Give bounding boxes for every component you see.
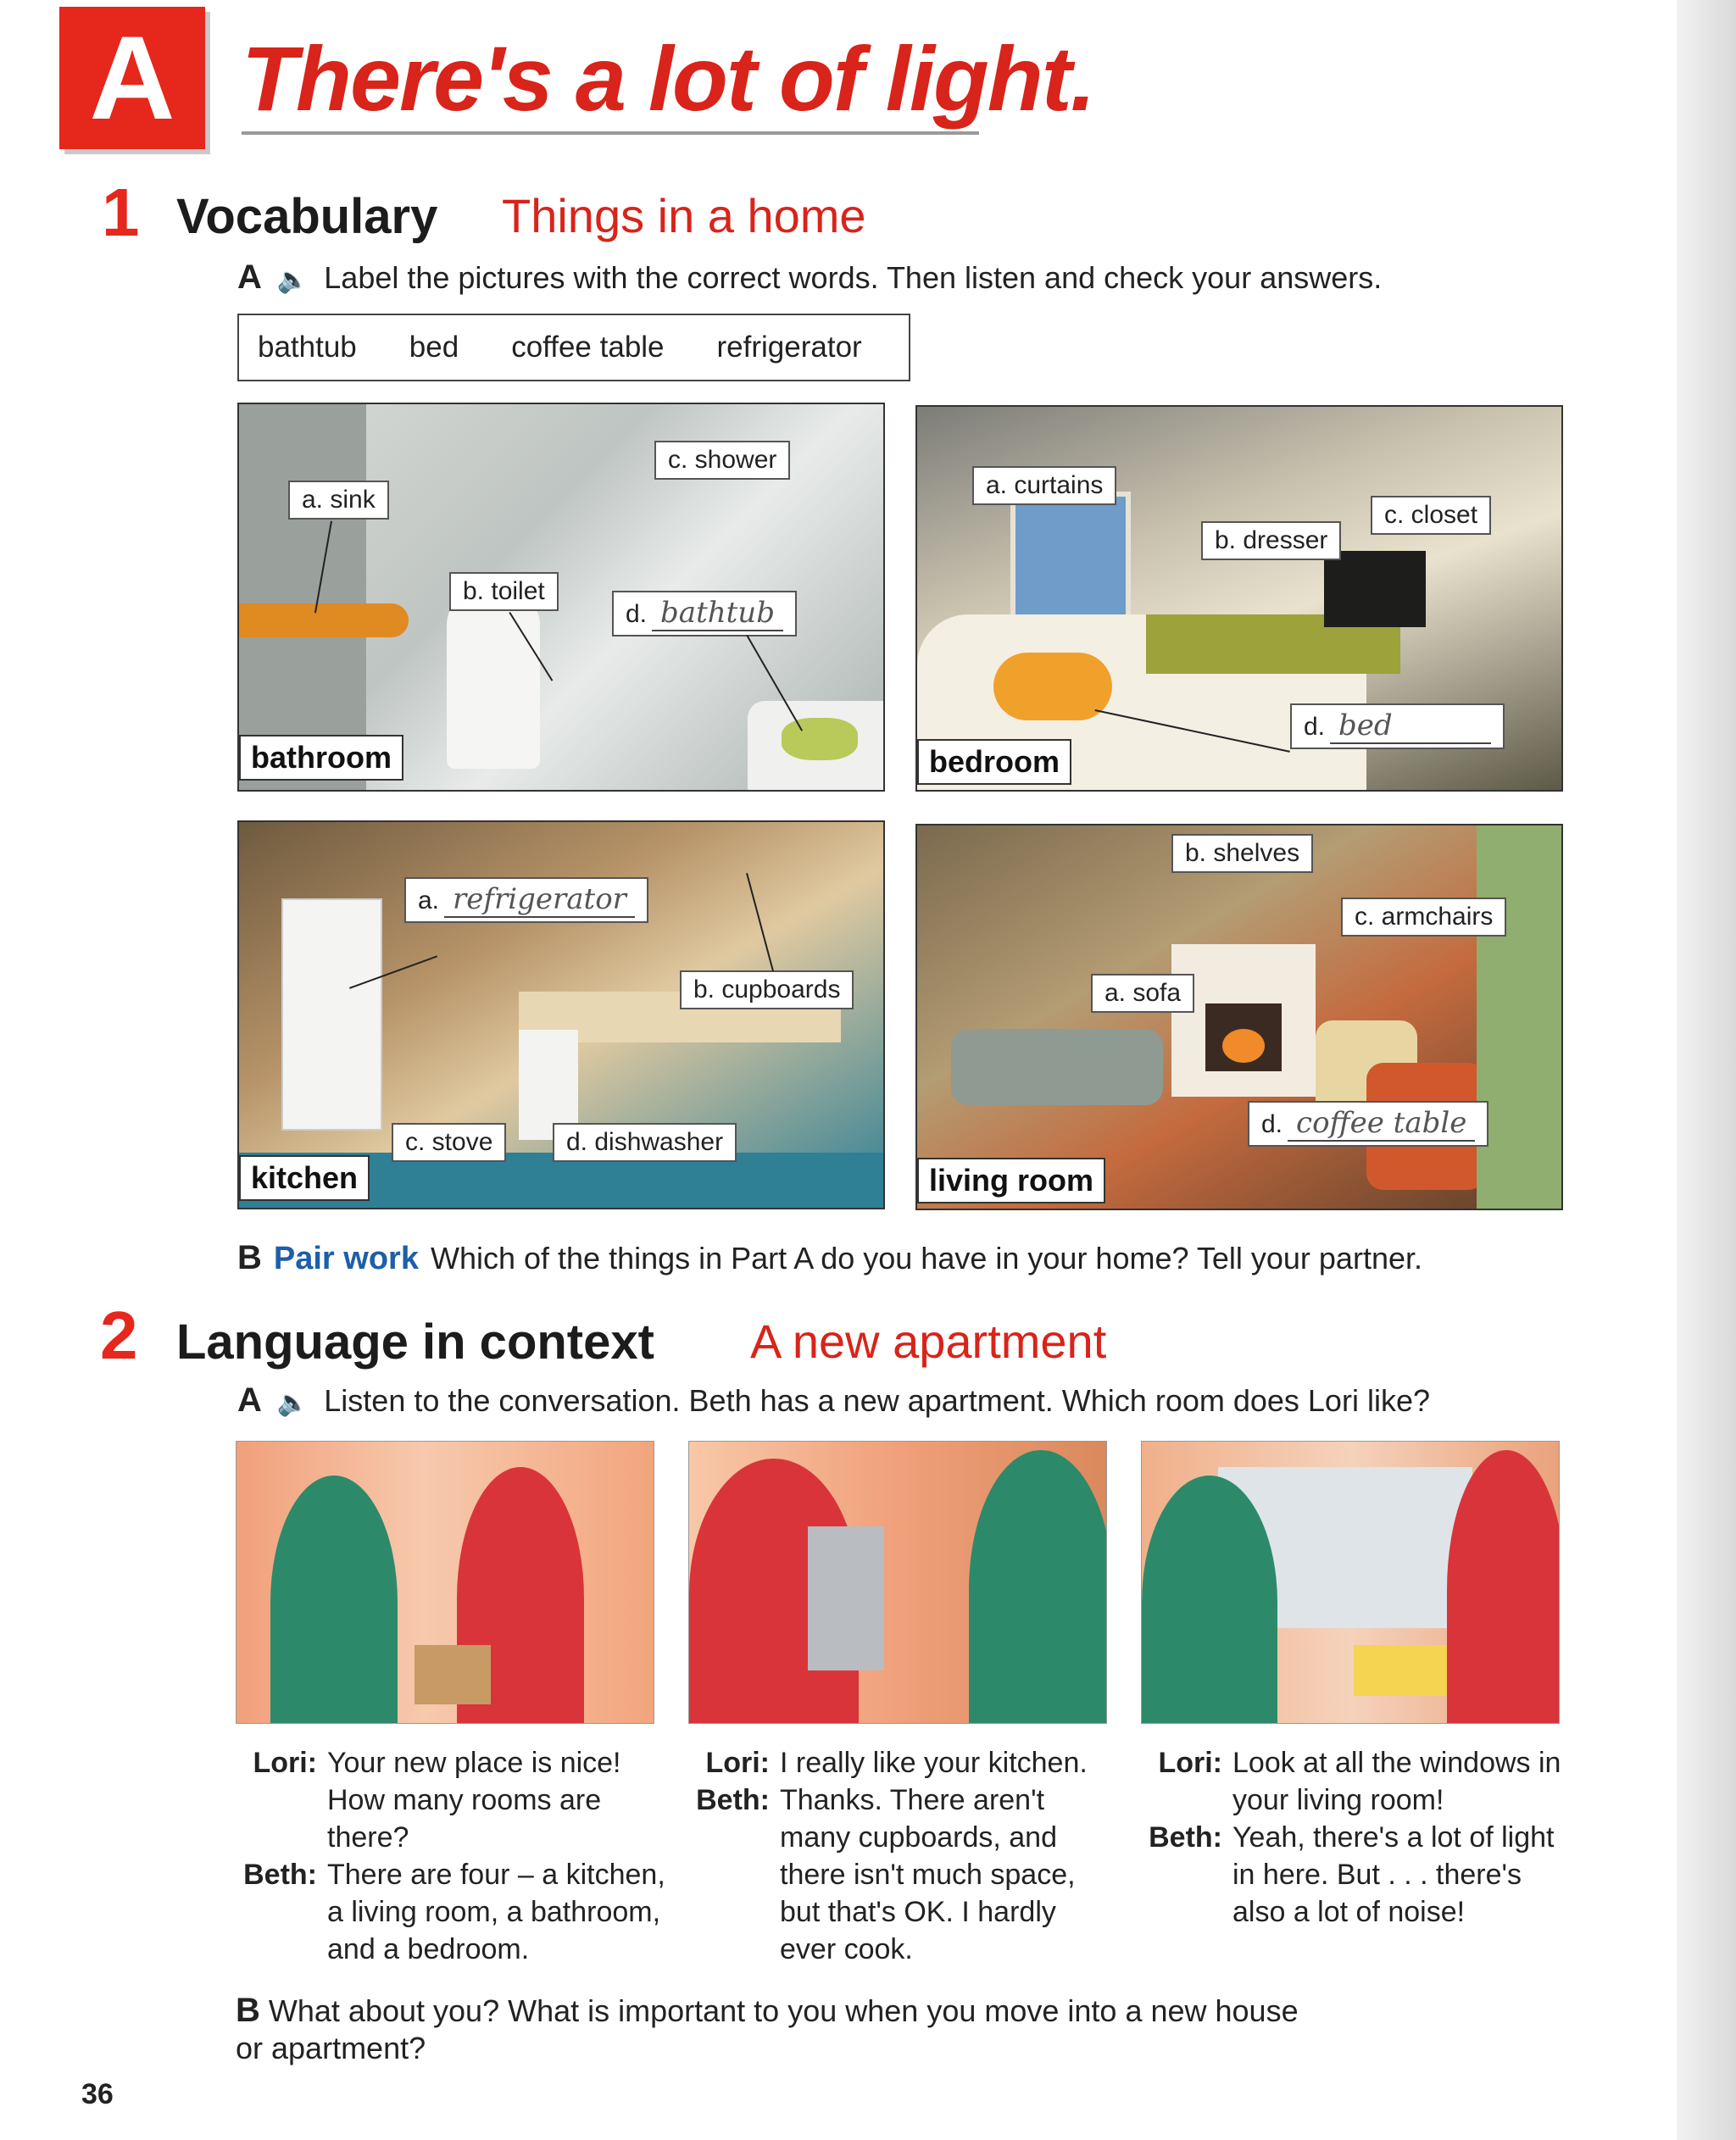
label-sink: a. sink	[288, 481, 389, 520]
answer-prefix: d.	[626, 600, 648, 628]
answer-coffee-table[interactable]	[1248, 1101, 1488, 1147]
room-name-bathroom: bathroom	[239, 735, 403, 781]
bedroom-photo	[915, 405, 1563, 792]
page-edge	[1677, 0, 1736, 2140]
dialogue-line: Look at all the windows in your living room!	[1232, 1747, 1561, 1816]
word-box	[237, 314, 910, 381]
label-dishwasher: d. dishwasher	[553, 1123, 737, 1162]
word-box-item: bathtub	[258, 331, 357, 364]
lesson-title: There's a lot of light.	[242, 27, 1094, 130]
room-name-kitchen: kitchen	[239, 1155, 370, 1201]
answer-prefix: a.	[418, 887, 440, 914]
partA-text: Label the pictures with the correct words. Then listen and check your answers.	[324, 260, 1383, 295]
beth-figure	[1447, 1450, 1560, 1724]
partB-text: Which of the things in Part A do you have in your home? Tell your partner.	[430, 1241, 1422, 1276]
dialogue-1	[236, 1744, 676, 1968]
label-shelves: b. shelves	[1171, 834, 1313, 873]
label-shower: c. shower	[654, 441, 790, 480]
title-underline	[242, 131, 979, 135]
page-number: 36	[81, 2078, 114, 2110]
room-name-bedroom: bedroom	[917, 739, 1071, 785]
leader-line	[746, 873, 774, 971]
comic-panel-1	[236, 1441, 654, 1724]
kitchen-photo	[237, 820, 885, 1209]
word-box-item: refrigerator	[716, 331, 862, 364]
word-box-item: coffee table	[511, 331, 665, 364]
handwritten-answer: bed	[1330, 709, 1491, 744]
section1-number: 1	[102, 175, 140, 250]
pair-work-label: Pair work	[273, 1241, 419, 1276]
label-toilet: b. toilet	[449, 572, 559, 611]
lori-figure	[969, 1450, 1107, 1724]
section2-title: Language in context	[176, 1315, 654, 1370]
partB-text: What about you? What is important to you when you move into a new house or apartment?	[236, 1993, 1299, 2065]
partB-letter: B	[236, 1992, 260, 2029]
handwritten-answer: bathtub	[652, 596, 783, 631]
speaker: Beth:	[243, 1859, 317, 1891]
bathroom-photo	[237, 403, 885, 792]
answer-prefix: d.	[1304, 713, 1326, 741]
speaker: Beth:	[696, 1784, 770, 1816]
answer-refrigerator[interactable]	[404, 877, 648, 923]
partA-letter: A	[237, 258, 262, 296]
speaker: Lori:	[705, 1747, 770, 1779]
word-box-item: bed	[409, 331, 459, 364]
label-stove: c. stove	[392, 1123, 506, 1162]
dialogue-3	[1141, 1744, 1565, 1931]
handwritten-answer: coffee table	[1288, 1106, 1475, 1142]
speaker: Lori:	[1158, 1747, 1222, 1779]
dialogue-2	[688, 1744, 1112, 1968]
dialogue-line: Yeah, there's a lot of light in here. But . . . there's also a lot of noise!	[1232, 1821, 1555, 1928]
section2-partA-instruction	[237, 1381, 1430, 1420]
room-name-living-room: living room	[917, 1158, 1105, 1203]
audio-icon[interactable]: 🔈	[276, 1389, 309, 1417]
pair-work-instruction	[237, 1239, 1422, 1277]
label-cupboards: b. cupboards	[680, 970, 854, 1009]
answer-prefix: d.	[1261, 1110, 1283, 1138]
lesson-badge: A	[59, 7, 205, 149]
comic-panel-3	[1141, 1441, 1560, 1724]
partA-letter: A	[237, 1381, 262, 1419]
living-room-photo	[915, 824, 1563, 1210]
answer-bed[interactable]	[1290, 703, 1505, 749]
speaker: Lori:	[253, 1747, 317, 1779]
speaker: Beth:	[1149, 1821, 1222, 1854]
label-armchairs: c. armchairs	[1341, 898, 1506, 937]
comic-panel-2	[688, 1441, 1107, 1724]
label-curtains: a. curtains	[972, 466, 1116, 505]
dialogue-line: Your new place is nice! How many rooms are there?	[327, 1747, 621, 1854]
handwritten-answer: refrigerator	[444, 882, 635, 918]
dialogue-line: I really like your kitchen.	[780, 1747, 1088, 1779]
dialogue-line: There are four – a kitchen, a living room, a bathroom, and a bedroom.	[327, 1859, 665, 1965]
label-sofa: a. sofa	[1091, 974, 1194, 1013]
lori-figure	[270, 1476, 398, 1724]
section1-subtitle: Things in a home	[502, 189, 866, 242]
section1-title: Vocabulary	[176, 189, 438, 244]
dialogue-line: Thanks. There aren't many cupboards, and there isn't much space, but that's OK. I hardly ever cook.	[780, 1784, 1076, 1965]
section2-subtitle: A new apartment	[750, 1315, 1107, 1368]
partB-letter: B	[237, 1239, 262, 1276]
audio-icon[interactable]: 🔈	[276, 266, 309, 294]
section2-number: 2	[100, 1298, 138, 1373]
label-closet: c. closet	[1371, 496, 1491, 535]
section2-partB-instruction	[236, 1992, 1304, 2067]
label-dresser: b. dresser	[1201, 521, 1341, 560]
partA-text: Listen to the conversation. Beth has a new apartment. Which room does Lori like?	[324, 1383, 1430, 1418]
section1-partA-instruction	[237, 258, 1382, 297]
answer-bathtub[interactable]	[612, 591, 797, 636]
lori-figure	[1142, 1476, 1277, 1724]
